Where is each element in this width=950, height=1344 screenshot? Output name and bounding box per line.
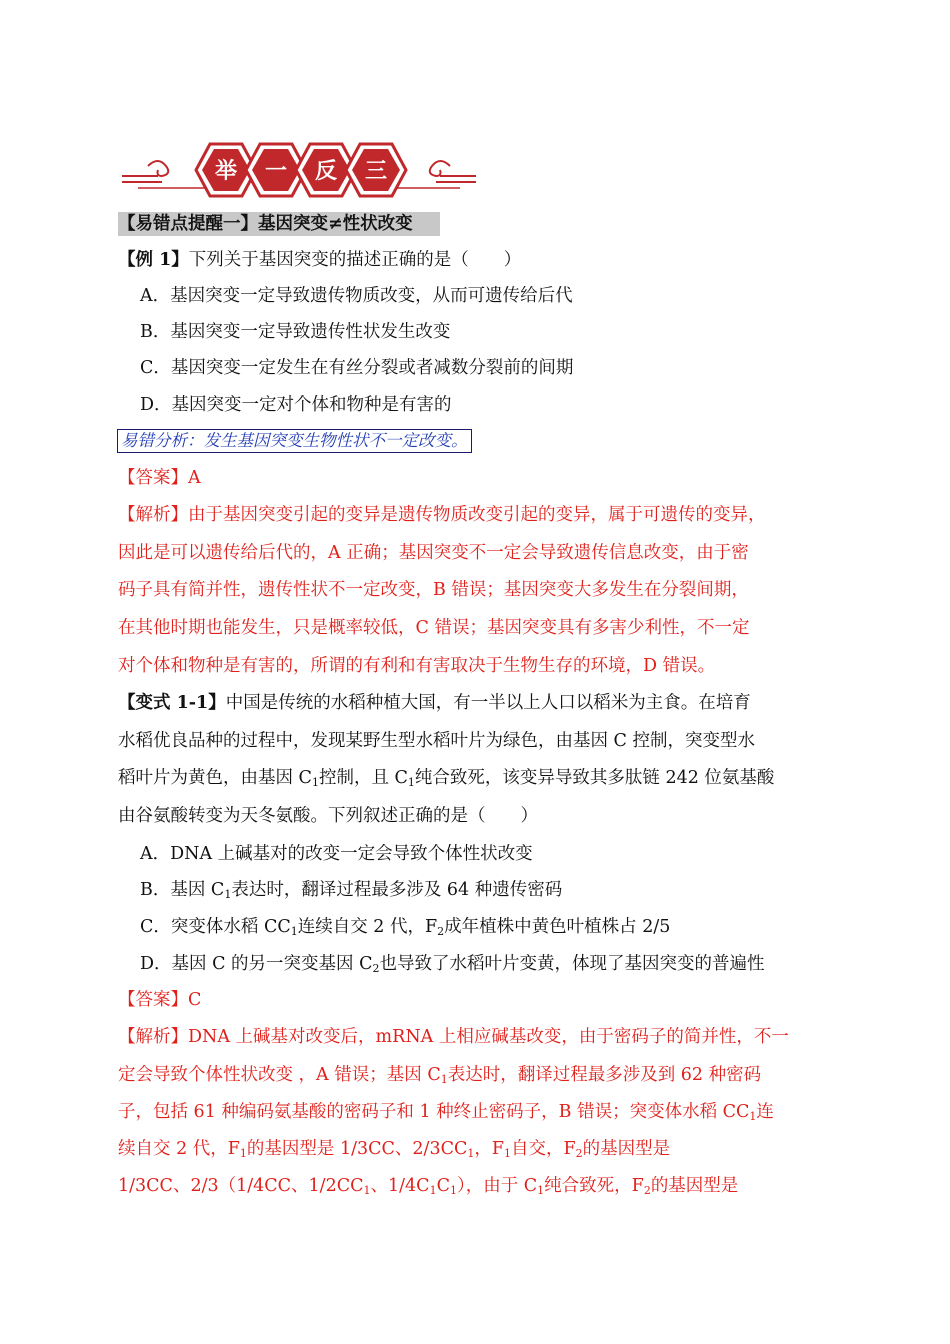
variant-stem-text: 中国是传统的水稻种植大国，有一半以上人口以稻米为主食。在培育	[225, 693, 751, 713]
variant-explanation-5: 1/3CC、2/3（1/4CC、$1/2CC_1$、$1/4C_1C_1$），由于 $C_1$纯合致死，$F_2$的基因型是	[118, 1176, 739, 1197]
variant-stem-4: 由谷氨酸转变为天冬氨酸。下列叙述正确的是（ ）	[118, 806, 538, 826]
example1-option-c: C．基因突变一定发生在有丝分裂或者减数分裂前的间期	[140, 358, 574, 378]
example1-explanation-2: 因此是可以遗传给后代的，A 正确；基因突变不一定会导致遗传信息改变，由于密	[118, 543, 749, 563]
explanation-label: 【解析】	[118, 505, 188, 525]
banner-char-1: 举	[214, 159, 238, 184]
variant-option-a: A．DNA 上碱基对的改变一定会导致个体性状改变	[140, 844, 533, 864]
variant-explanation-4: 续自交 2 代，$F_1$的基因型是 1/3CC、$2/3CC_1$，$F_1$自交，$F_2$的基因型是	[118, 1139, 671, 1160]
example1-explanation-4: 在其他时期也能发生，只是概率较低，C 错误；基因突变具有多害少利性，不一定	[118, 618, 750, 638]
variant-option-c: C．突变体水稻 $CC_1$连续自交 2 代，$F_2$成年植株中黄色叶植株占 2/5	[140, 917, 671, 938]
variant-stem-2: 水稻优良品种的过程中，发现某野生型水稻叶片为绿色，由基因 C 控制，突变型水	[118, 731, 756, 751]
example1-option-b: B．基因突变一定导致遗传性状发生改变	[140, 322, 451, 342]
example1-explanation-1	[118, 497, 766, 533]
banner-char-3: 反	[314, 159, 338, 184]
example1-stem	[118, 242, 521, 278]
example1-explanation-3: 码子具有简并性，遗传性状不一定改变，B 错误；基因突变大多发生在分裂间期，	[118, 580, 749, 600]
example1-explanation-5: 对个体和物种是有害的，所谓的有利和有害取决于生物生存的环境，D 错误。	[118, 656, 716, 676]
banner-char-2: 一	[264, 159, 288, 184]
banner-decoration	[118, 140, 480, 200]
variant-answer: 【答案】C	[118, 990, 202, 1010]
banner-char-4: 三	[364, 159, 388, 184]
explanation-text: 由于基因突变引起的变异是遗传物质改变引起的变异，属于可遗传的变异，	[188, 505, 766, 525]
variant-explanation-2: 定会导致个体性状改变 ，A 错误；基因 $C_1$表达时，翻译过程最多涉及到 62 种密码	[118, 1065, 762, 1086]
example1-label: 【例 1】	[118, 250, 189, 270]
example1-answer: 【答案】A	[118, 468, 201, 488]
variant-explanation-3: 子，包括 61 种编码氨基酸的密码子和 1 种终止密码子，B 错误；突变体水稻 $CC_1$连	[118, 1102, 774, 1123]
variant-label: 【变式 1-1】	[118, 693, 226, 713]
variant-explanation-label: 【解析】	[118, 1027, 188, 1047]
example1-option-a: A．基因突变一定导致遗传物质改变，从而可遗传给后代	[140, 286, 573, 306]
error-analysis-box: 易错分析：发生基因突变生物性状不一定改变。	[117, 429, 472, 453]
variant-option-d: D．基因 C 的另一突变基因 $C_2$也导致了水稻叶片变黄，体现了基因突变的普遍性	[140, 954, 765, 975]
variant-stem-1	[118, 685, 751, 721]
variant-stem-3: 稻叶片为黄色，由基因 $C_1$控制，且 $C_1$纯合致死，该变异导致其多肽链 242 位氨基酸	[118, 768, 775, 789]
example1-question: 下列关于基因突变的描述正确的是（ ）	[188, 250, 522, 270]
example1-option-d: D．基因突变一定对个体和物种是有害的	[140, 395, 452, 415]
variant-explanation-1: 【解析】DNA 上碱基对改变后，mRNA 上相应碱基改变，由于密码子的简并性，不一	[118, 1027, 789, 1047]
section-heading: 【易错点提醒一】基因突变≠性状改变	[118, 212, 440, 236]
variant-option-b: B．基因 $C_1$表达时，翻译过程最多涉及 64 种遗传密码	[140, 880, 563, 901]
